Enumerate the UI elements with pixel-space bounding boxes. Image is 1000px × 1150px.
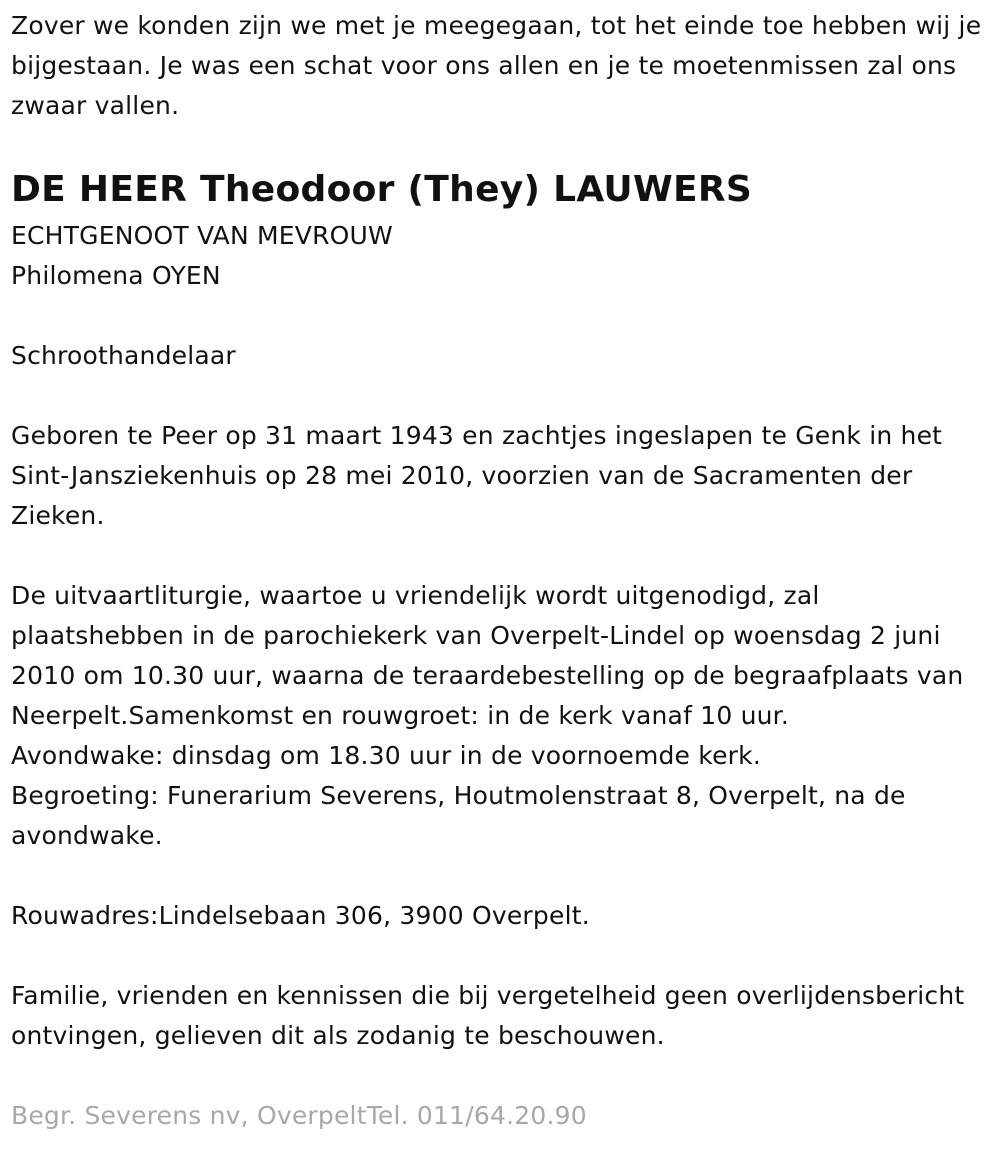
birth-death-text: Geboren te Peer op 31 maart 1943 en zachtjes ingeslapen te Genk in het Sint-Jansziekenhuis op 28 mei 2010, voorzien van de Sacramenten der Zieken. bbox=[11, 421, 943, 530]
liturgy-text: De uitvaartliturgie, waartoe u vriendelijk wordt uitgenodigd, zal plaatshebben in de parochiekerk van Overpelt-Lindel op woensdag 2 juni 2010 om 10.30 uur, waarna de teraardebestelling op de begraafplaats van Neerpelt.Samenkomst en rouwgroet: in de kerk vanaf 10 uur. bbox=[11, 581, 964, 730]
intro-text: Zover we konden zijn we met je meegegaan, tot het einde toe hebben wij je bijgestaan. Je was een schat voor ons allen en je te moetenmissen zal ons zwaar vallen. bbox=[11, 11, 982, 120]
notice-text: Familie, vrienden en kennissen die bij vergetelheid geen overlijdensbericht ontvingen, gelieven dit als zodanig te beschouwen. bbox=[11, 981, 965, 1050]
mourning-address: Rouwadres:Lindelsebaan 306, 3900 Overpelt. bbox=[11, 901, 590, 930]
funeral-home-footer: Begr. Severens nv, OverpeltTel. 011/64.20.90 bbox=[11, 1101, 587, 1130]
ceremony-section bbox=[11, 576, 990, 856]
profession: Schroothandelaar bbox=[11, 341, 236, 370]
spouse-name: Philomena OYEN bbox=[11, 261, 221, 290]
wake-text: Avondwake: dinsdag om 18.30 uur in de voornoemde kerk. bbox=[11, 741, 761, 770]
greeting-text: Begroeting: Funerarium Severens, Houtmolenstraat 8, Overpelt, na de avondwake. bbox=[11, 781, 906, 850]
deceased-name: DE HEER Theodoor (They) LAUWERS bbox=[11, 169, 753, 210]
spouse-label: ECHTGENOOT VAN MEVROUW bbox=[11, 221, 393, 250]
